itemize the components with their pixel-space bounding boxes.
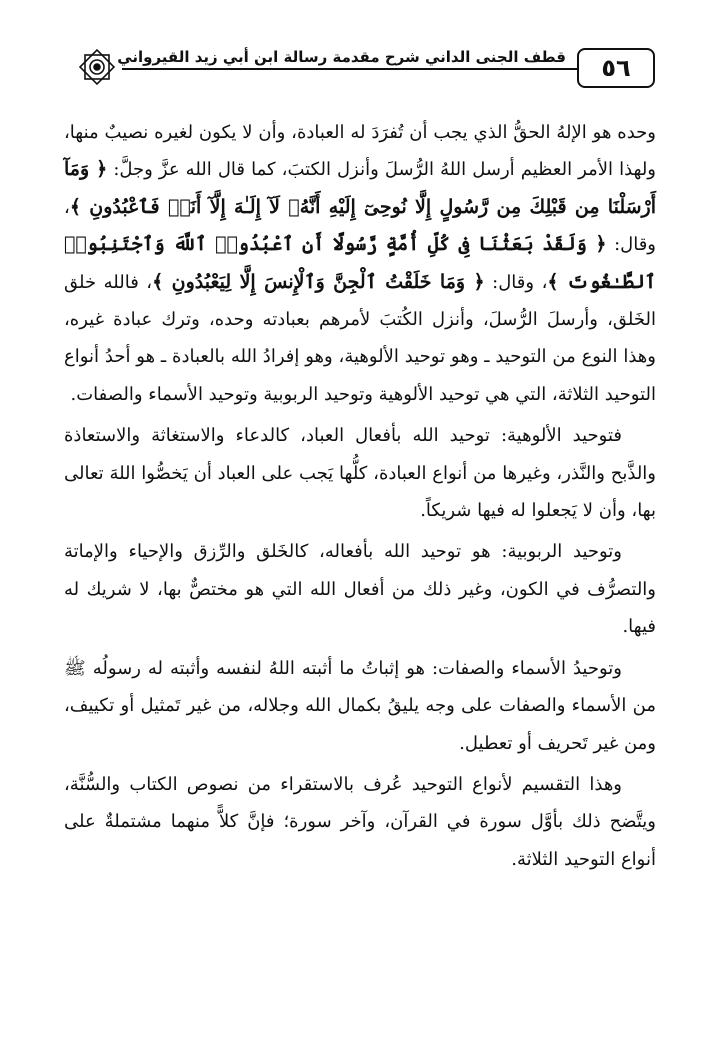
paragraph-5 (64, 766, 656, 878)
header-divider (122, 68, 577, 70)
quran-verse: ﴿ وَمَآ أَرْسَلْنَا مِن قَبْلِكَ مِن رَّسُولٍ إِلَّا نُوحِىٓ إِلَيْهِ أَنَّهُۥ لَآ إِلَـٰهَ إِلَّآ أَنَا۠ فَٱعْبُدُونِ ﴾ (64, 158, 656, 218)
paragraph-1 (64, 114, 656, 413)
body-text: وحده هو الإلهُ الحقُّ الذي يجب أن تُفرَدَ له العبادة، وأن لا يكون لغيره نصيبٌ منها، ولهذا الأمر العظيم أرسل اللهُ الرُّسلَ وأنزل الكتبَ، كما قال الله عزَّ وجلَّ: (64, 122, 656, 181)
body-text: وتوحيدُ الأسماء والصفات: هو إثباتُ ما أثبته اللهُ لنفسه وأثبته له رسولُه ﷺ من الأسماء والصفات على وجه يليقُ بكمال الله وجلاله، من غير تَمثيل أو تكييف، ومن غير تَحريف أو تعطيل. (64, 657, 656, 754)
body-text: ، فالله خلق الخَلق، وأرسلَ الرُّسلَ، وأنزل الكُتبَ لأمرهم بعبادته وحده، وترك عبادة غيره، وهذا النوع من التوحيد ـ وهو توحيد الألوهية، وهو إفرادُ الله بالعبادة ـ هو أحدُ أنواع التوحيد الثلاثة، التي هي توحيد الألوهية وتوحيد الربوبية وتوحيد الأسماء والصفات. (64, 271, 656, 405)
body-text: وهذا التقسيم لأنواع التوحيد عُرف بالاستقراء من نصوص الكتاب والسُّنَّة، ويتَّضح ذلك بأوَّل سورة في القرآن، وآخر سورة؛ فإنَّ كلاًّ منهما مشتملةٌ على أنواع التوحيد الثلاثة. (64, 773, 656, 870)
paragraph-4 (64, 650, 656, 762)
page-number: ٥٦ (577, 48, 655, 88)
paragraph-2 (64, 417, 656, 529)
ornament-icon (76, 46, 118, 88)
page-header (70, 40, 665, 90)
paragraph-3 (64, 533, 656, 645)
page-body (64, 114, 656, 878)
body-text: ، وقال: (484, 271, 548, 293)
quran-verse: ﴿ وَلَقَدْ بَعَثْنَا فِى كُلِّ أُمَّةٍ رَّسُولًا أَنِ ٱعْبُدُوا۟ ٱللَّهَ وَٱجْتَنِبُوا۟ ٱلطَّـٰغُوتَ ﴾ (64, 233, 656, 293)
running-header-title: قطف الجنى الداني شرح مقدمة رسالة ابن أبي زيد القيرواني (117, 48, 566, 66)
body-text: وتوحيد الربوبية: هو توحيد الله بأفعاله، كالخَلق والرِّزق والإحياء والإماتة والتصرُّف في الكون، وغير ذلك من أفعال الله التي هو مختصٌّ بها، لا شريك له فيها. (64, 541, 656, 638)
body-text: ، وقال: (64, 196, 656, 256)
body-text: فتوحيد الألوهية: توحيد الله بأفعال العباد، كالدعاء والاستغاثة والاستعاذة والذَّبح والنَّذر، وغيرها من أنواع العبادة، كلُّها يَجب على العباد أن يَخصُّوا اللهَ تعالى بها، وأن لا يَجعلوا له فيها شريكاً. (64, 425, 656, 522)
quran-verse: ﴿ وَمَا خَلَقْتُ ٱلْجِنَّ وَٱلْإِنسَ إِلَّا لِيَعْبُدُونِ ﴾ (152, 270, 485, 293)
